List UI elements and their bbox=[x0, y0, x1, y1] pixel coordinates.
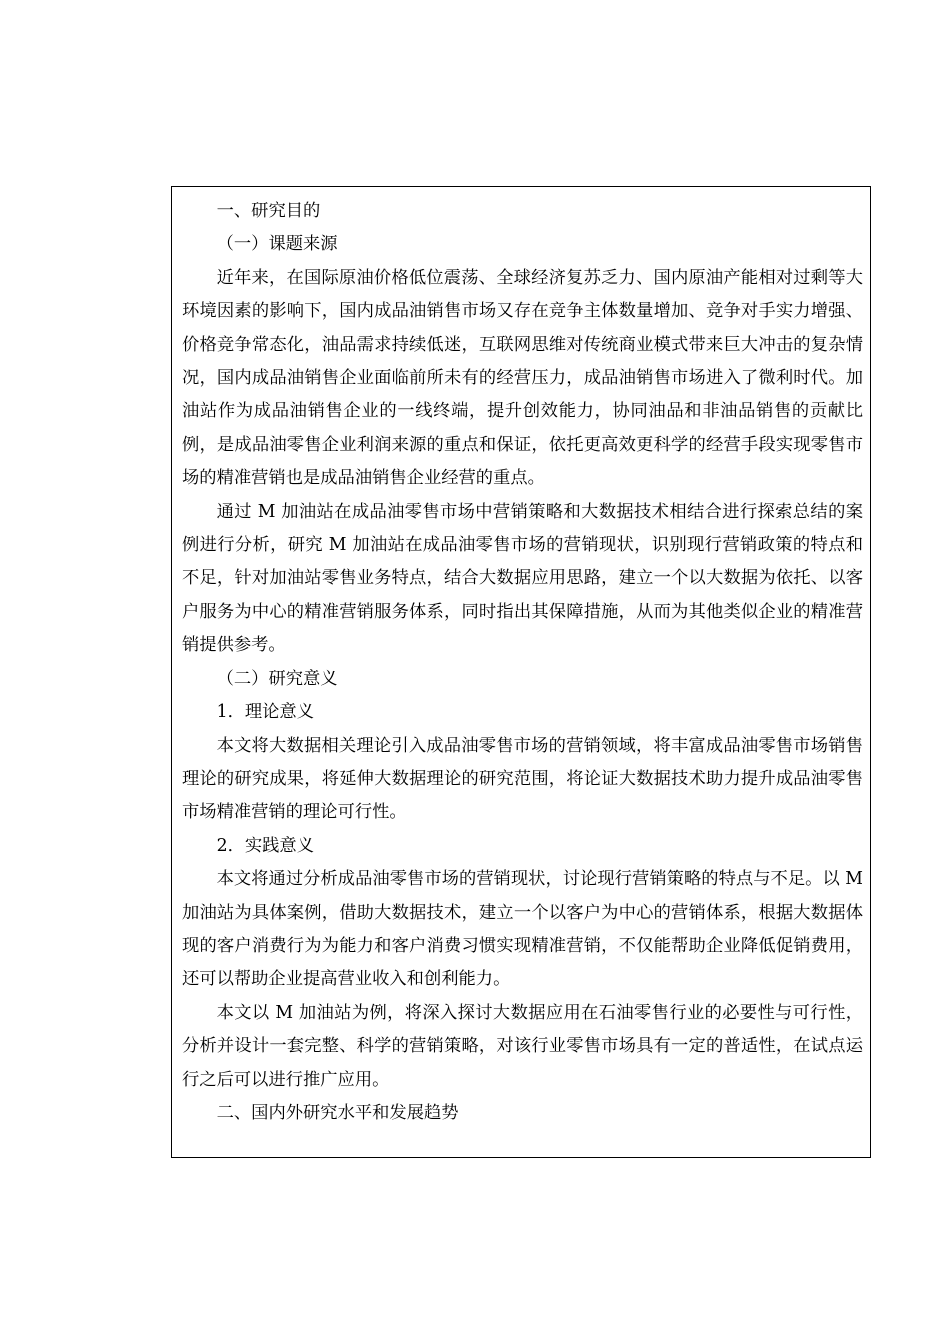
subsection-heading: （二）研究意义 bbox=[216, 668, 338, 689]
sub-subsection-heading: 1．理论意义 bbox=[216, 702, 314, 723]
document-body bbox=[182, 195, 863, 1130]
subsection-heading: （一）课题来源 bbox=[216, 234, 338, 255]
sub-subsection-heading: 2．实践意义 bbox=[216, 835, 314, 856]
body-paragraph: 本文以 M 加油站为例，将深入探讨大数据应用在石油零售行业的必要性与可行性，分析并设计一套完整、科学的营销策略，对该行业零售市场具有一定的普适性，在试点运行之后可以进行推广应用。 bbox=[182, 1002, 863, 1090]
body-paragraph: 通过 M 加油站在成品油零售市场中营销策略和大数据技术相结合进行探索总结的案例进行分析，研究 M 加油站在成品油零售市场的营销现状，识别现行营销政策的特点和不足，针对加油站零售业务特点，结合大数据应用思路，建立一个以大数据为依托、以客户服务为中心的精准营销服务体系，同时指出其保障措施，从而为其他类似企业的精准营销提供参考。 bbox=[182, 501, 863, 656]
section-heading: 一、研究目的 bbox=[216, 201, 321, 221]
body-paragraph: 本文将通过分析成品油零售市场的营销现状，讨论现行营销策略的特点与不足。以 M 加油站为具体案例，借助大数据技术，建立一个以客户为中心的营销体系，根据大数据体现的客户消费行为为能力和客户消费习惯实现精准营销，不仅能帮助企业降低促销费用，还可以帮助企业提高营业收入和创利能力。 bbox=[182, 869, 863, 990]
body-paragraph: 本文将大数据相关理论引入成品油零售市场的营销领域，将丰富成品油零售市场销售理论的研究成果，将延伸大数据理论的研究范围，将论证大数据技术助力提升成品油零售市场精准营销的理论可行性。 bbox=[182, 735, 863, 823]
section-heading: 二、国内外研究水平和发展趋势 bbox=[216, 1102, 459, 1123]
body-paragraph: 近年来，在国际原油价格低位震荡、全球经济复苏乏力、国内原油产能相对过剩等大环境因素的影响下，国内成品油销售市场又存在竞争主体数量增加、竞争对手实力增强、价格竞争常态化，油品需求持续低迷，互联网思维对传统商业模式带来巨大冲击的复杂情况，国内成品油销售企业面临前所未有的经营压力，成品油销售市场进入了微利时代。加油站作为成品油销售企业的一线终端，提升创效能力，协同油品和非油品销售的贡献比例，是成品油零售企业利润来源的重点和保证，依托更高效更科学的经营手段实现零售市场的精准营销也是成品油销售企业经营的重点。 bbox=[182, 267, 863, 489]
document-frame bbox=[171, 186, 871, 1158]
